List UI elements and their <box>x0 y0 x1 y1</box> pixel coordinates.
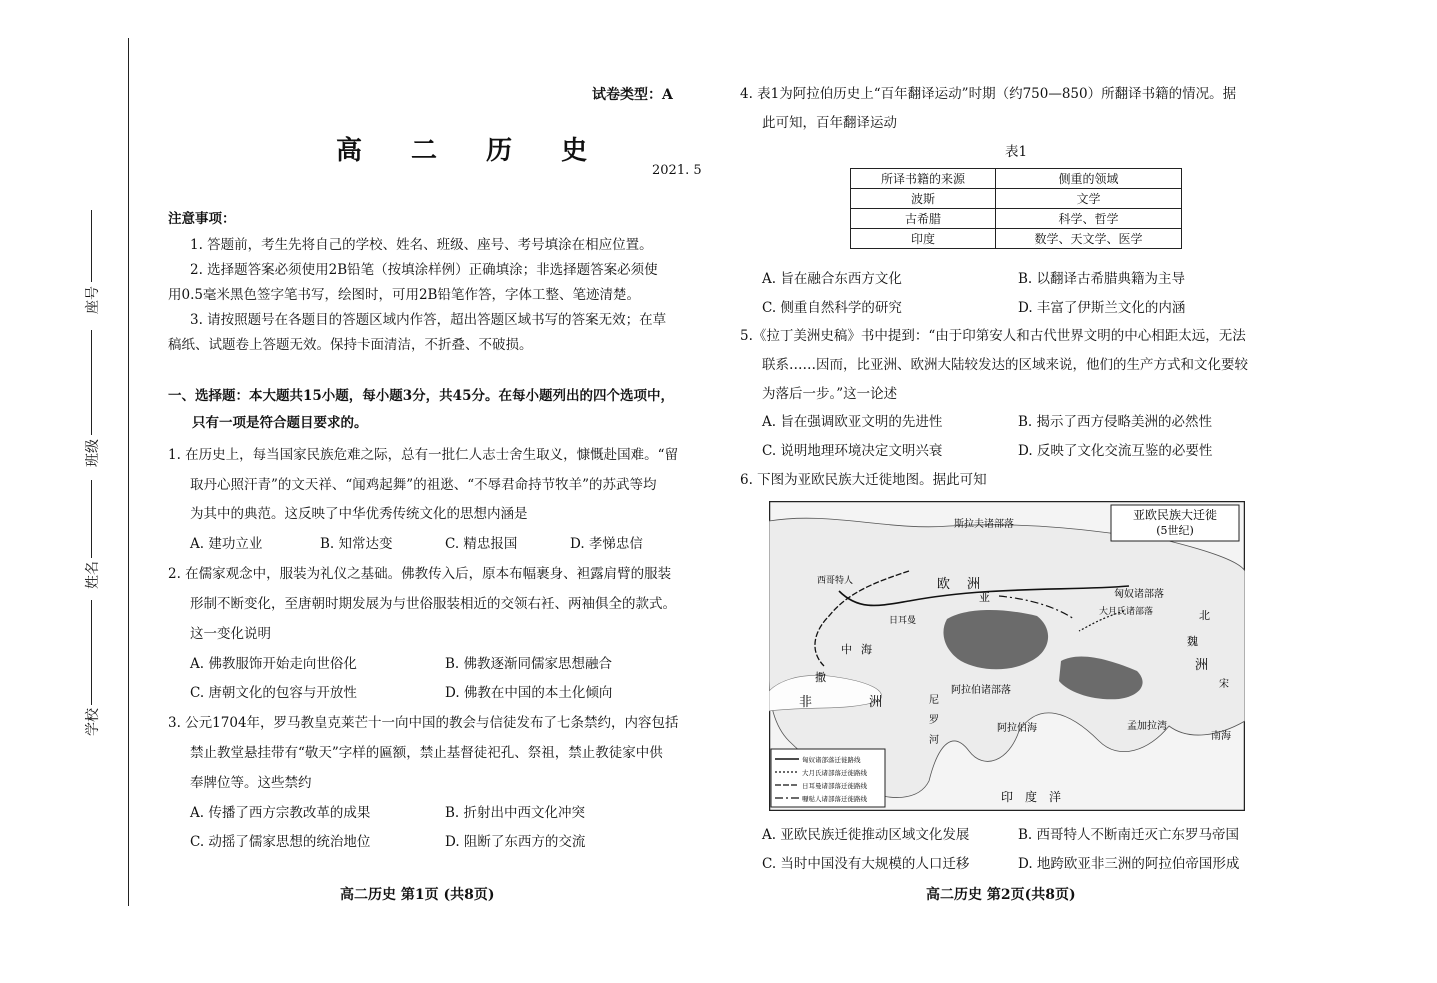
table-cell: 文学 <box>996 189 1182 209</box>
q5-option-c: C. 说明地理环境决定文明兴衰 <box>762 443 943 459</box>
school-label: 学校 <box>85 708 101 736</box>
map-label: 撒 <box>815 671 826 684</box>
q6-option-c: C. 当时中国没有大规模的人口迁移 <box>762 856 970 872</box>
notes-heading: 注意事项： <box>168 211 236 227</box>
q3-option-b: B. 折射出中西文化冲突 <box>445 805 586 821</box>
map-label: 洲 <box>1195 658 1209 673</box>
legend-item: 嚈哒人诸部落迁徙路线 <box>802 795 867 803</box>
table-cell: 古希腊 <box>851 209 996 229</box>
question-4-text: 4. 表1为阿拉伯历史上“百年翻译运动”时期（约750—850）所翻译书籍的情况。据 <box>740 86 1237 102</box>
q5-option-b: B. 揭示了西方侵略美洲的必然性 <box>1018 414 1213 430</box>
paper-type: 试卷类型：A <box>592 87 673 103</box>
seat-number-label: 座号 <box>85 286 101 314</box>
table-caption: 表1 <box>1005 144 1028 160</box>
q2-option-d: D. 佛教在中国的本土化倾向 <box>445 685 613 701</box>
question-6-text: 6. 下图为亚欧民族大迁徙地图。据此可知 <box>740 472 987 488</box>
legend-item: 日耳曼诸部落迁徙路线 <box>802 782 867 790</box>
q3-option-c: C. 动摇了儒家思想的统治地位 <box>190 834 371 850</box>
q3-option-a: A. 传播了西方宗教改革的成果 <box>190 805 371 821</box>
question-1-text: 取丹心照汗青”的文天祥、“闻鸡起舞”的祖逖、“不辱君命持节牧羊”的苏武等均 <box>190 477 657 493</box>
q3-option-d: D. 阻断了东西方的交流 <box>445 834 586 850</box>
notes-line: 2. 选择题答案必须使用2B铅笔（按填涂样例）正确填涂；非选择题答案必须使 <box>190 262 658 278</box>
legend-item: 大月氏诸部落迁徙路线 <box>802 769 867 777</box>
map-label: 北 <box>1199 609 1210 622</box>
table-cell: 数学、天文学、医学 <box>996 229 1182 249</box>
table-row <box>851 209 1182 229</box>
map-label: 日耳曼 <box>889 616 917 626</box>
name-field[interactable] <box>91 480 92 558</box>
q1-option-a: A. 建功立业 <box>190 536 263 552</box>
page-title: 高 二 历 史 <box>336 136 608 166</box>
q2-option-c: C. 唐朝文化的包容与开放性 <box>190 685 357 701</box>
notes-line: 1. 答题前，考生先将自己的学校、姓名、班级、座号、考号填涂在相应位置。 <box>190 237 653 253</box>
question-4-text: 此可知，百年翻译运动 <box>762 115 897 131</box>
map-label: 洋 <box>1049 790 1062 804</box>
question-1-text: 1. 在历史上，每当国家民族危难之际，总有一批仁人志士舍生取义，慷慨赴国难。“留 <box>168 447 679 463</box>
map-title: 亚欧民族大迁徙 <box>1132 508 1218 522</box>
question-2-text: 这一变化说明 <box>190 626 271 642</box>
table-row <box>851 229 1182 249</box>
section-heading-cont: 只有一项是符合题目要求的。 <box>192 415 368 431</box>
map-label: 阿拉伯海 <box>997 723 1037 734</box>
question-1-text: 为其中的典范。这反映了中华优秀传统文化的思想内涵是 <box>190 506 528 522</box>
map-label: 魏 <box>1187 635 1198 648</box>
map-label: 中 <box>841 643 852 656</box>
table-header-row <box>851 169 1182 189</box>
section-heading: 一、选择题：本大题共15小题，每小题3分，共45分。在每小题列出的四个选项中， <box>168 388 674 404</box>
notes-line: 稿纸、试题卷上答题无效。保持卡面清洁，不折叠、不破损。 <box>168 337 533 353</box>
table-cell: 所译书籍的来源 <box>851 169 996 189</box>
map-label: 南海 <box>1211 731 1231 742</box>
binding-line <box>128 38 129 906</box>
class-field[interactable] <box>91 330 92 435</box>
table-cell: 波斯 <box>851 189 996 209</box>
map-label: 宋 <box>1219 679 1229 690</box>
migration-map <box>769 501 1245 811</box>
map-label: 洲 <box>869 695 883 710</box>
question-3-text: 禁止教堂悬挂带有“敬天”字样的匾额，禁止基督徒祀孔、祭祖，禁止教徒家中供 <box>190 745 663 761</box>
q4-option-d: D. 丰富了伊斯兰文化的内涵 <box>1018 300 1186 316</box>
q5-option-a: A. 旨在强调欧亚文明的先进性 <box>762 414 943 430</box>
q5-option-d: D. 反映了文化交流互鉴的必要性 <box>1018 443 1213 459</box>
page-1-footer: 高二历史 第1页 (共8页) <box>340 887 495 903</box>
question-3-text: 3. 公元1704年，罗马教皇克莱芒十一向中国的教会与信徒发布了七条禁约，内容包括 <box>168 715 679 731</box>
question-5-text: 为落后一步。”这一论述 <box>762 386 898 402</box>
q1-option-b: B. 知常达变 <box>320 536 393 552</box>
map-label: 海 <box>861 643 872 656</box>
name-label: 姓名 <box>85 561 101 589</box>
map-label: 斯拉夫诸部落 <box>954 519 1014 530</box>
notes-line: 用0.5毫米黑色签字笔书写，绘图时，可用2B铅笔作答，字体工整、笔迹清楚。 <box>168 287 640 303</box>
map-label: 度 <box>1025 790 1038 804</box>
table-cell: 侧重的领域 <box>996 169 1182 189</box>
table-cell: 科学、哲学 <box>996 209 1182 229</box>
map-label: 罗 <box>929 715 939 726</box>
table-row <box>851 189 1182 209</box>
class-label: 班级 <box>85 439 101 467</box>
question-2-text: 形制不断变化，至唐朝时期发展为与世俗服装相近的交领右衽、两袖俱全的款式。 <box>190 596 676 612</box>
q4-option-a: A. 旨在融合东西方文化 <box>762 271 902 287</box>
map-label: 西哥特人 <box>817 576 854 586</box>
q6-option-b: B. 西哥特人不断南迁灭亡东罗马帝国 <box>1018 827 1240 843</box>
map-label: 尼 <box>929 695 939 706</box>
map-label: 洲 <box>967 577 981 592</box>
q2-option-a: A. 佛教服饰开始走向世俗化 <box>190 656 357 672</box>
q4-option-b: B. 以翻译古希腊典籍为主导 <box>1018 271 1186 287</box>
q6-option-d: D. 地跨欧亚非三洲的阿拉伯帝国形成 <box>1018 856 1240 872</box>
map-label: 大月氏诸部落 <box>1099 607 1154 617</box>
question-2-text: 2. 在儒家观念中，服装为礼仪之基础。佛教传入后，原本布幅裹身、袒露肩臂的服装 <box>168 566 672 582</box>
map-label: 孟加拉湾 <box>1127 721 1167 732</box>
map-label: 匈奴诸部落 <box>1114 589 1164 600</box>
table-cell: 印度 <box>851 229 996 249</box>
map-label: 阿拉伯诸部落 <box>951 685 1011 696</box>
legend-item: 匈奴诸部落迁徙路线 <box>802 756 861 764</box>
question-5-text: 联系……因而，比亚洲、欧洲大陆较发达的区域来说，他们的生产方式和文化要较 <box>762 357 1248 373</box>
translation-table <box>850 168 1182 249</box>
notes-line: 3. 请按照题号在各题目的答题区域内作答，超出答题区域书写的答案无效；在草 <box>190 312 667 328</box>
q4-option-c: C. 侧重自然科学的研究 <box>762 300 902 316</box>
page-2-footer: 高二历史 第2页(共8页) <box>926 887 1076 903</box>
question-5-text: 5.《拉丁美洲史稿》书中提到：“由于印第安人和古代世界文明的中心相距太远，无法 <box>740 328 1246 344</box>
map-subtitle: (5世纪) <box>1156 524 1194 537</box>
q1-option-d: D. 孝悌忠信 <box>570 536 643 552</box>
q2-option-b: B. 佛教逐渐同儒家思想融合 <box>445 656 613 672</box>
map-label: 非 <box>799 695 813 710</box>
map-label: 印 <box>1001 790 1014 804</box>
map-label: 河 <box>929 735 939 746</box>
exam-date: 2021. 5 <box>652 163 702 178</box>
question-3-text: 奉牌位等。这些禁约 <box>190 775 312 791</box>
seat-number-field[interactable] <box>91 210 92 282</box>
q6-option-a: A. 亚欧民族迁徙推动区域文化发展 <box>762 827 970 843</box>
q1-option-c: C. 精忠报国 <box>445 536 518 552</box>
map-label: 亚 <box>979 591 990 604</box>
map-label: 欧 <box>937 577 951 592</box>
school-field[interactable] <box>91 600 92 705</box>
